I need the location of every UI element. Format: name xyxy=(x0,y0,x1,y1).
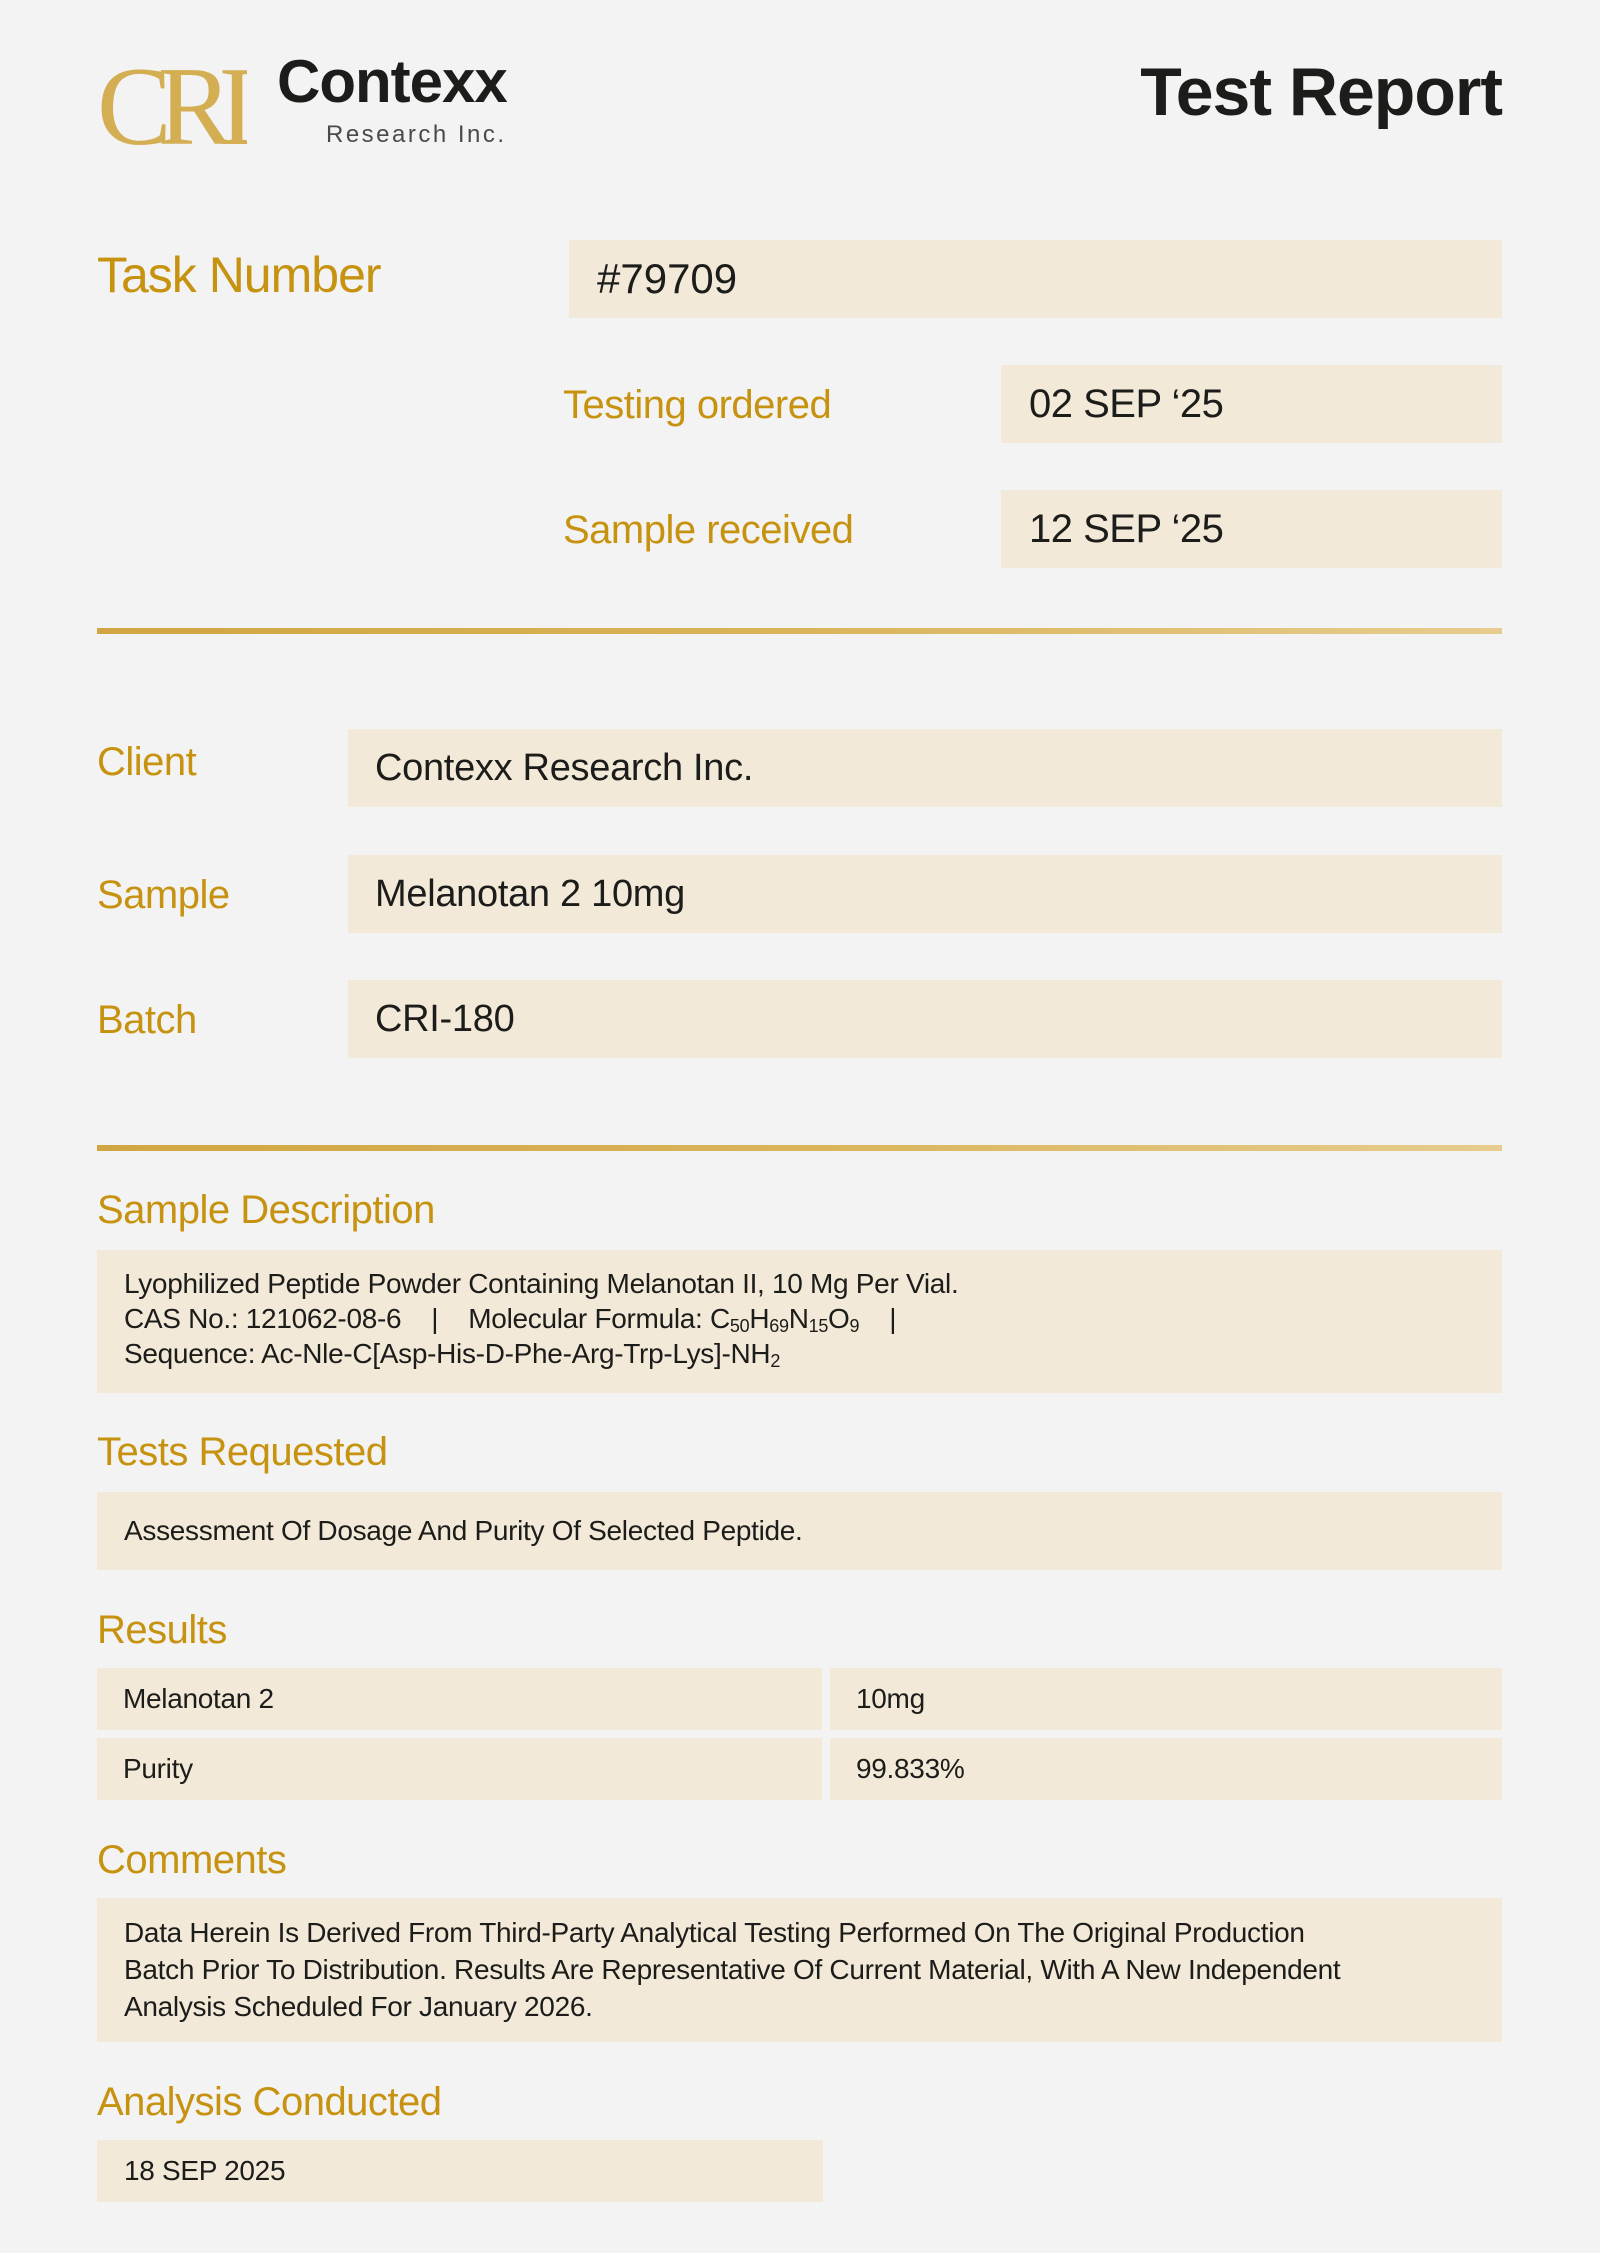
result-name-cell: Melanotan 2 xyxy=(97,1668,822,1730)
svg-text:CRI: CRI xyxy=(97,58,242,150)
batch-field xyxy=(348,980,1502,1058)
testing-ordered-label: Testing ordered xyxy=(563,383,832,427)
sample-description-heading: Sample Description xyxy=(97,1188,435,1232)
tests-requested-heading: Tests Requested xyxy=(97,1430,388,1474)
sample-field xyxy=(348,855,1502,933)
brand-subtitle: Research Inc. xyxy=(326,121,507,148)
result-value-cell: 99.833% xyxy=(830,1738,1502,1800)
molecular-formula: $C_{50}H_{69}N_{15}O_9$ xyxy=(710,1303,860,1336)
testing-ordered-field xyxy=(1001,365,1502,443)
separator: | xyxy=(889,1303,897,1334)
brand-name: Contexx xyxy=(277,48,507,115)
result-name-cell: Purity xyxy=(97,1738,822,1800)
formula-label: Molecular Formula: xyxy=(468,1303,710,1334)
testing-ordered-value: 02 SEP ‘25 xyxy=(1029,381,1224,426)
separator: | xyxy=(431,1303,439,1334)
sample-label: Sample xyxy=(97,873,230,917)
comments-heading: Comments xyxy=(97,1838,287,1882)
task-number-value: #79709 xyxy=(597,255,738,302)
sample-received-field xyxy=(1001,490,1502,568)
comments-box xyxy=(97,1898,1502,2042)
comment-line: Data Herein Is Derived From Third-Party Analytical Testing Performed On The Original Production xyxy=(124,1917,1305,1948)
analysis-date-box xyxy=(97,2140,823,2202)
divider xyxy=(97,628,1502,634)
sequence-line: Sequence: $Ac-Nle-C[Asp-His-D-Phe-Arg-Trp-Lys]-NH_2$ xyxy=(124,1338,781,1371)
sample-received-value: 12 SEP ‘25 xyxy=(1029,506,1224,551)
client-label: Client xyxy=(97,740,197,784)
sample-value: Melanotan 2 10mg xyxy=(375,872,685,915)
client-field xyxy=(348,729,1502,807)
results-heading: Results xyxy=(97,1608,227,1652)
analysis-conducted-heading: Analysis Conducted xyxy=(97,2080,442,2124)
tests-requested-box xyxy=(97,1492,1502,1570)
batch-value: CRI-180 xyxy=(375,997,515,1040)
sample-received-label: Sample received xyxy=(563,508,854,552)
comment-line: Analysis Scheduled For January 2026. xyxy=(124,1991,593,2022)
result-value-cell: 10mg xyxy=(830,1668,1502,1730)
task-number-field xyxy=(569,240,1502,318)
task-number-label: Task Number xyxy=(97,247,381,303)
cas-number: CAS No.: 121062-08-6 xyxy=(124,1303,402,1334)
client-value: Contexx Research Inc. xyxy=(375,746,754,789)
comment-line: Batch Prior To Distribution. Results Are Representative Of Current Material, With A New Independent xyxy=(124,1954,1341,1985)
sample-description-box xyxy=(97,1250,1502,1393)
cri-logo-icon xyxy=(97,58,247,150)
document-title: Test Report xyxy=(1140,54,1502,130)
description-line: Lyophilized Peptide Powder Containing Melanotan II, 10 Mg Per Vial. xyxy=(124,1268,959,1299)
cas-formula-line xyxy=(124,1301,1475,1336)
tests-requested-text: Assessment Of Dosage And Purity Of Selected Peptide. xyxy=(124,1515,803,1546)
batch-label: Batch xyxy=(97,998,197,1042)
analysis-date: 18 SEP 2025 xyxy=(124,2155,286,2186)
divider xyxy=(97,1145,1502,1151)
